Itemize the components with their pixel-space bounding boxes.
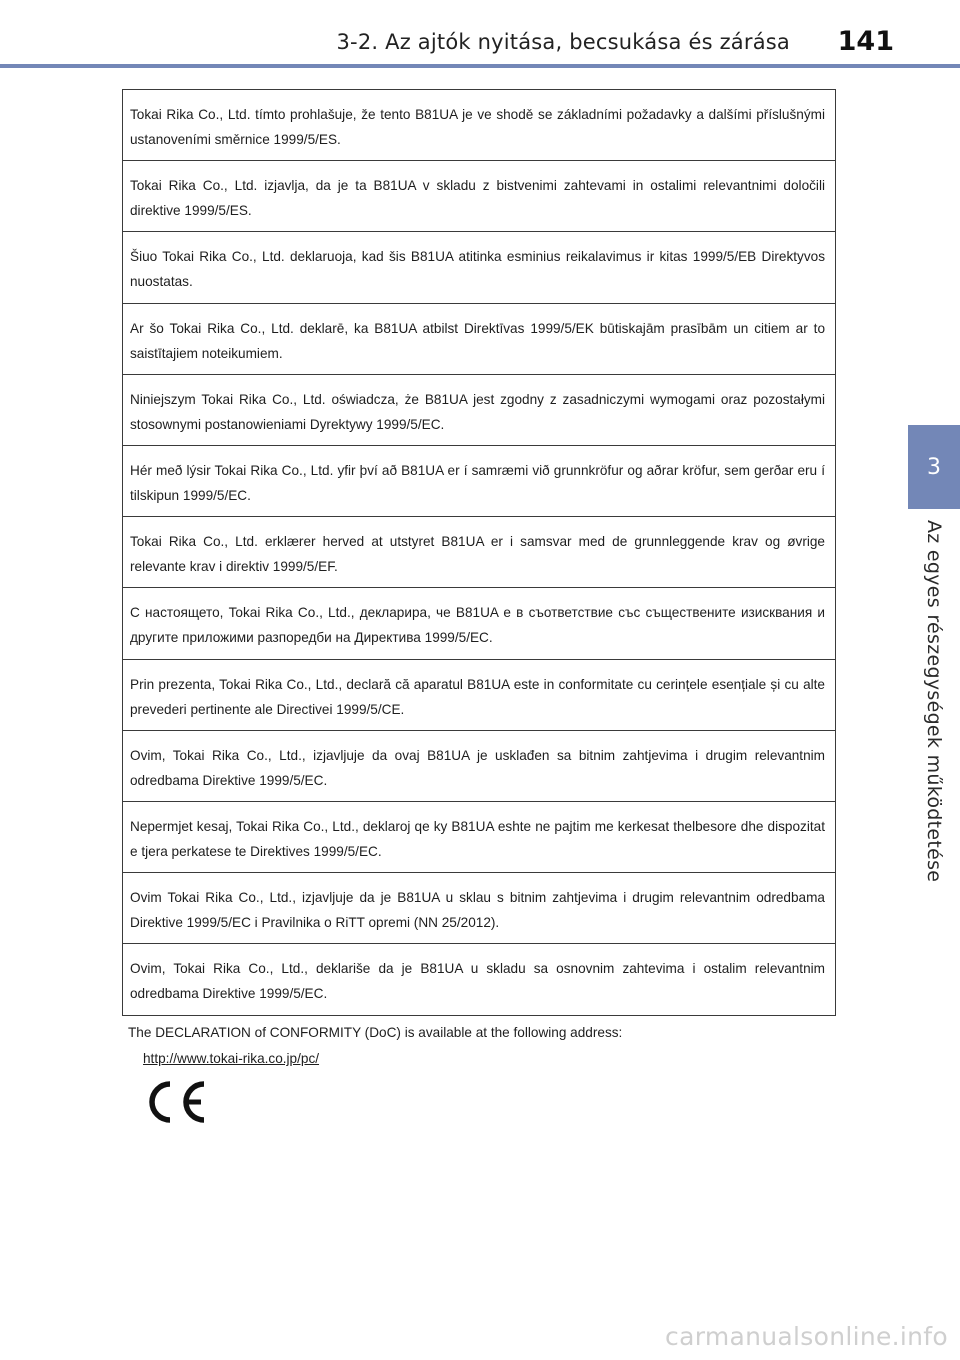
declaration-icelandic: Hér með lýsir Tokai Rika Co., Ltd. yfir því að B81UA er í samræmi við grunnkröfur og aðrar kröfur, sem gerðar eru í tilskipun 1999/5/EC. [123,446,835,517]
declaration-norwegian: Tokai Rika Co., Ltd. erklærer herved at utstyret B81UA er i samsvar med de grunnleggende krav og øvrige relevante krav i direktiv 1999/5/EF. [123,517,835,588]
declaration-bulgarian: С настоящето, Tokai Rika Co., Ltd., декларира, че B81UA е в съответствие със съществените изисквания и другите приложими разпоредби на Директива 1999/5/EC. [123,588,835,659]
declaration-latvian: Ar šo Tokai Rika Co., Ltd. deklarē, ka B81UA atbilst Direktīvas 1999/5/EK būtiskajām prasībām un citiem ar to saistītajiem noteikumiem. [123,304,835,375]
page-header [0,0,960,66]
chapter-label-text: Az egyes részegységek működtetése [923,520,945,883]
declaration-romanian: Prin prezenta, Tokai Rika Co., Ltd., declară că aparatul B81UA este in conformitate cu cerințele esențiale și cu alte prevederi pertinente ale Directivei 1999/5/CE. [123,660,835,731]
chapter-number: 3 [927,454,941,480]
declaration-czech: Tokai Rika Co., Ltd. tímto prohlašuje, že tento B81UA je ve shodě se základními požadavky a dalšími příslušnými ustanoveními směrnice 1999/5/ES. [123,90,835,161]
declaration-slovenian: Tokai Rika Co., Ltd. izjavlja, da je ta B81UA v skladu z bistvenimi zahtevami in ostalimi relevantnimi določili direktive 1999/5/ES. [123,161,835,232]
doc-availability-note: The DECLARATION of CONFORMITY (DoC) is available at the following address: [128,1025,623,1040]
declaration-polish: Niniejszym Tokai Rika Co., Ltd. oświadcza, że B81UA jest zgodny z zasadniczymi wymogami oraz pozostałymi stosownymi postanowieniami Dyrektywy 1999/5/EC. [123,375,835,446]
doc-url-link[interactable]: http://www.tokai-rika.co.jp/pc/ [143,1051,320,1066]
ce-mark-icon [146,1080,208,1124]
page-number: 141 [837,26,894,57]
declaration-lithuanian: Šiuo Tokai Rika Co., Ltd. deklaruoja, kad šis B81UA atitinka esminius reikalavimus ir kitas 1999/5/EB Direktyvos nuostatas. [123,232,835,303]
declaration-croatian: Ovim Tokai Rika Co., Ltd., izjavljuje da je B81UA u sklau s bitnim zahtjevima i drugim relevantnim odredbama Direktive 1999/5/EC i Pravilnika o RiTT opremi (NN 25/2012). [123,873,835,944]
section-title: 3-2. Az ajtók nyitása, becsukása és zárása [336,30,790,54]
declaration-albanian: Nepermjet kesaj, Tokai Rika Co., Ltd., deklaroj qe ky B81UA eshte ne pajtim me kerkesat thelbesore dhe dispozitat e tjera perkatese te Direktives 1999/5/EC. [123,802,835,873]
declaration-bosnian: Ovim, Tokai Rika Co., Ltd., izjavljuje da ovaj B81UA je usklađen sa bitnim zahtjevima i drugim relevantnim odredbama Direktive 1999/5/EC. [123,731,835,802]
declaration-table [122,89,836,1016]
chapter-tab [908,425,960,509]
watermark-text: carmanualsonline.info [665,1322,948,1351]
declaration-serbian: Ovim, Tokai Rika Co., Ltd., deklariše da je B81UA u skladu sa osnovnim zahtevima i ostalim relevantnim odredbama Direktive 1999/5/EC. [130,961,825,1002]
header-rule [0,64,960,68]
